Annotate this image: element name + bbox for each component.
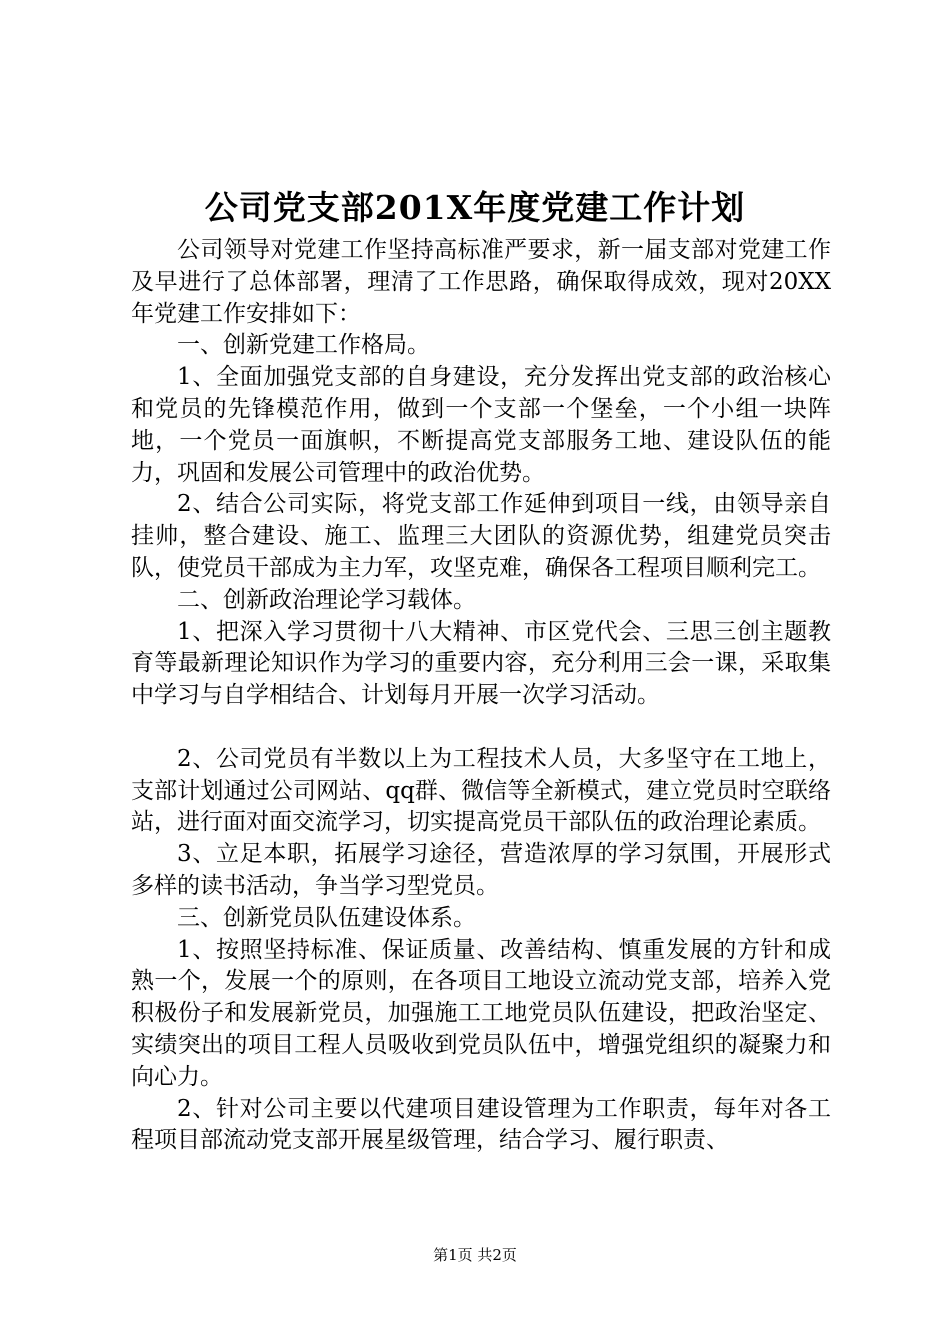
paragraph-1-2: 2、结合公司实际，将党支部工作延伸到项目一线，由领导亲自挂帅，整合建设、施工、监理三大团队的资源优势，组建党员突击队，使党员干部成为主力军，攻坚克难，确保各工程项目顺利完工。 bbox=[131, 491, 831, 581]
document-body bbox=[131, 235, 831, 1157]
paragraph-2-2: 2、公司党员有半数以上为工程技术人员，大多坚守在工地上，支部计划通过公司网站、qq群、微信等全新模式，建立党员时空联络站，进行面对面交流学习，切实提高党员干部队伍的政治理论素质。 bbox=[131, 745, 831, 836]
section-heading-3: 三、创新党员队伍建设体系。 bbox=[177, 904, 476, 931]
paragraph-intro: 公司领导对党建工作坚持高标准严要求，新一届支部对党建工作及早进行了总体部署，理清了工作思路，确保取得成效，现对20XX年党建工作安排如下： bbox=[131, 237, 831, 327]
paragraph-2-3: 3、立足本职，拓展学习途径，营造浓厚的学习氛围，开展形式多样的读书活动，争当学习型党员。 bbox=[131, 841, 831, 899]
paragraph-1-1: 1、全面加强党支部的自身建设，充分发挥出党支部的政治核心和党员的先锋模范作用，做到一个支部一个堡垒，一个小组一块阵地，一个党员一面旗帜，不断提高党支部服务工地、建设队伍的能力，巩固和发展公司管理中的政治优势。 bbox=[131, 364, 831, 486]
paragraph-3-2: 2、针对公司主要以代建项目建设管理为工作职责，每年对各工程项目部流动党支部开展星级管理，结合学习、履行职责、 bbox=[131, 1095, 831, 1154]
document-title: 公司党支部201X年度党建工作计划 bbox=[204, 188, 746, 227]
page-footer: 第1页 共2页 bbox=[433, 1246, 517, 1264]
paragraph-3-1: 1、按照坚持标准、保证质量、改善结构、慎重发展的方针和成熟一个，发展一个的原则，在各项目工地设立流动党支部，培养入党积极份子和发展新党员，加强施工工地党员队伍建设，把政治坚定、实绩突出的项目工程人员吸收到党员队伍中，增强党组织的凝聚力和向心力。 bbox=[131, 936, 831, 1090]
section-heading-2: 二、创新政治理论学习载体。 bbox=[177, 586, 476, 613]
paragraph-2-1: 1、把深入学习贯彻十八大精神、市区党代会、三思三创主题教育等最新理论知识作为学习的重要内容，充分利用三会一课，采取集中学习与自学相结合、计划每月开展一次学习活动。 bbox=[131, 618, 831, 709]
section-heading-1: 一、创新党建工作格局。 bbox=[177, 332, 430, 359]
